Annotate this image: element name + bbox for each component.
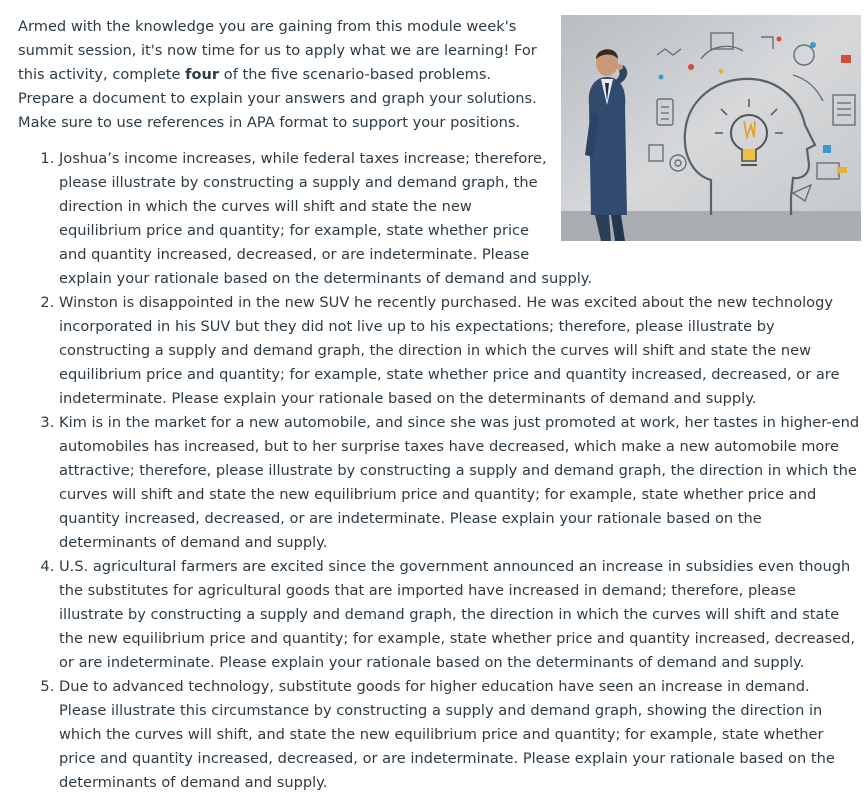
thinking-head-icon (561, 15, 861, 241)
problem-list (18, 147, 861, 795)
problem-item: 5. Due to advanced technology, substitute goods for higher education have seen an increase in demand. Please illustrate this circumstance by constructing a supply and demand graph, showing the direction in which the curves will shift, and state the new equilibrium price and quantity; for example, state whether price and quantity increased, decreased, or are indeterminate. Please explain your rationale based on the determinants of demand and supply. (59, 675, 861, 795)
problem-item: 4. U.S. agricultural farmers are excited since the government announced an increase in subsidies even though the substitutes for agricultural goods that are imported have increased in demand; therefore, please illustrate by constructing a supply and demand graph, the direction in which the curves will shift and state the new equilibrium price and quantity; for example, state whether price and quantity increased, decreased, or are indeterminate. Please explain your rationale based on the determinants of demand and supply. (59, 555, 861, 675)
intro-bold-count: four (185, 66, 220, 83)
problem-item: 1. Joshua’s income increases, while federal taxes increase; therefore, please illustrate by constructing a supply and demand graph, the direction in which the curves will shift and state the new equilibrium price and quantity; for example, state whether price and quantity increased, decreased, or are indeterminate. Please explain your rationale based on the determinants of demand and supply. (59, 147, 861, 291)
problem-item: 3. Kim is in the market for a new automobile, and since she was just promoted at work, her tastes in higher-end automobiles has increased, but to her surprise taxes have decreased, which make a new automobile more attractive; therefore, please illustrate by constructing a supply and demand graph, the direction in which the curves will shift and state the new equilibrium price and quantity; for example, state whether price and quantity increased, decreased, or are indeterminate. Please explain your rationale based on the determinants of demand and supply. (59, 411, 861, 555)
problem-item: 2. Winston is disappointed in the new SUV he recently purchased. He was excited about the new technology incorporated in his SUV but they did not live up to his expectations; therefore, please illustrate by constructing a supply and demand graph, the direction in which the curves will shift and state the new equilibrium price and quantity; for example, state whether price and quantity increased, decreased, or are indeterminate. Please explain your rationale based on the determinants of demand and supply. (59, 291, 861, 411)
businessman-thinking-image (561, 15, 861, 241)
intro-text-end: of the five scenario-based problems. Prepare a document to explain your answers and graph your solutions. Make sure to use references in APA format to support your positions. (18, 66, 537, 131)
intro-text: Armed with the knowledge you are gaining from this module week's summit session, it's now time for us to apply what we are learning! For this activity, complete (18, 18, 537, 83)
assignment-content (18, 15, 861, 795)
